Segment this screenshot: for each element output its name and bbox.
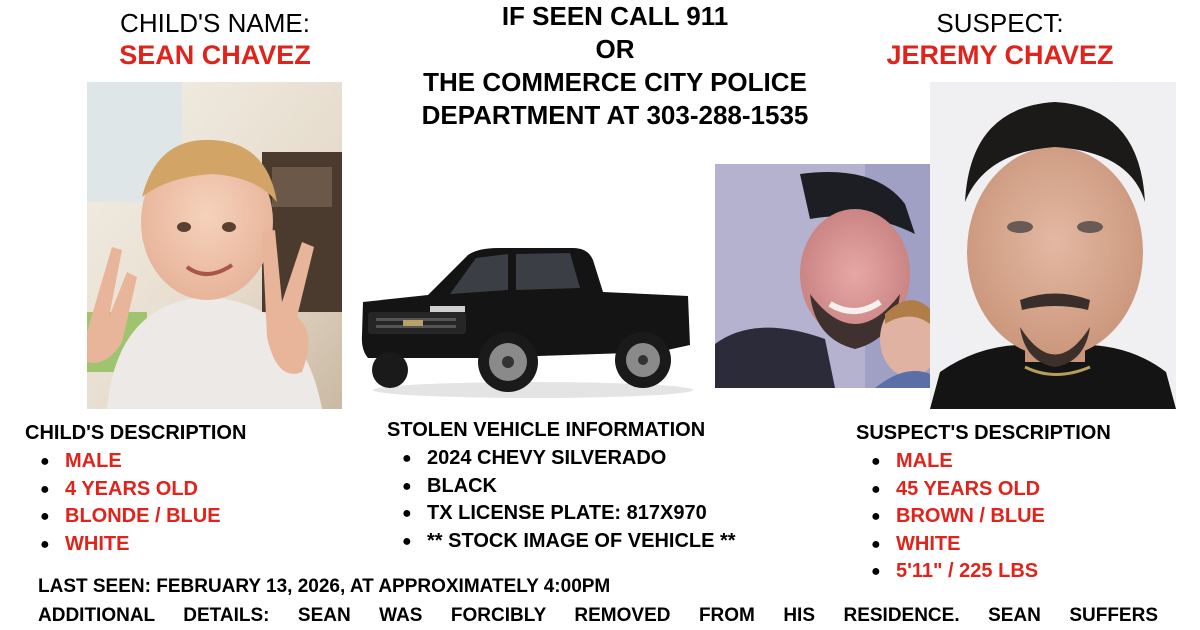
bullet-icon: ● bbox=[871, 453, 881, 470]
vehicle-info-section bbox=[387, 419, 736, 555]
bullet-icon: ● bbox=[402, 477, 412, 495]
bullet-icon: ● bbox=[40, 453, 50, 470]
child-description-section bbox=[25, 422, 246, 558]
child-photo bbox=[87, 82, 342, 409]
call-line-3: THE COMMERCE CITY POLICE bbox=[423, 67, 807, 97]
list-item: ● MALE bbox=[856, 448, 1111, 476]
bullet-icon: ● bbox=[871, 508, 881, 525]
suspect-label: SUSPECT: bbox=[936, 8, 1064, 38]
vehicle-photo bbox=[358, 240, 693, 400]
bullet-icon: ● bbox=[402, 505, 412, 522]
list-item: ● WHITE bbox=[25, 531, 246, 559]
list-item: ● BROWN / BLUE bbox=[856, 503, 1111, 531]
child-name: SEAN CHAVEZ bbox=[119, 40, 311, 70]
suspect-mugshot-photo bbox=[930, 82, 1176, 409]
bullet-icon: ● bbox=[402, 532, 412, 550]
last-seen-text: LAST SEEN: FEBRUARY 13, 2026, AT APPROXIMATELY 4:00PM bbox=[38, 576, 611, 597]
bullet-icon: ● bbox=[871, 563, 881, 580]
call-line-4: DEPARTMENT AT 303-288-1535 bbox=[421, 100, 809, 130]
list-item: ● 4 YEARS OLD bbox=[25, 476, 246, 504]
bullet-icon: ● bbox=[402, 450, 412, 467]
call-line-1: IF SEEN CALL 911 bbox=[501, 1, 729, 31]
child-description-title: CHILD'S DESCRIPTION bbox=[25, 422, 247, 444]
bullet-icon: ● bbox=[40, 535, 50, 553]
vehicle-info-list bbox=[387, 445, 736, 555]
list-item: ● BLACK bbox=[387, 473, 736, 501]
list-item: ● WHITE bbox=[856, 531, 1111, 559]
list-item: ● 2024 CHEVY SILVERADO bbox=[387, 445, 736, 473]
list-item: ● 45 YEARS OLD bbox=[856, 476, 1111, 504]
child-name-label: CHILD'S NAME: bbox=[120, 8, 310, 38]
bullet-icon: ● bbox=[871, 480, 881, 498]
list-item: ● 5'11" / 225 LBS bbox=[856, 558, 1111, 586]
bullet-icon: ● bbox=[40, 508, 50, 525]
suspect-name: JEREMY CHAVEZ bbox=[886, 40, 1114, 70]
vehicle-info-title: STOLEN VEHICLE INFORMATION bbox=[387, 419, 706, 441]
suspect-description-list bbox=[856, 448, 1111, 586]
suspect-selfie-photo bbox=[715, 164, 930, 388]
suspect-description-section bbox=[856, 422, 1111, 586]
list-item: ● MALE bbox=[25, 448, 246, 476]
list-item: ● BLONDE / BLUE bbox=[25, 503, 246, 531]
additional-details-text: ADDITIONAL DETAILS: SEAN WAS FORCIBLY REMOVED FROM HIS RESIDENCE. SEAN SUFFERS bbox=[38, 605, 1158, 626]
call-instructions bbox=[370, 0, 860, 132]
call-line-2: OR bbox=[595, 34, 635, 64]
bullet-icon: ● bbox=[871, 535, 881, 553]
list-item: ● TX LICENSE PLATE: 817X970 bbox=[387, 500, 736, 528]
suspect-description-title: SUSPECT'S DESCRIPTION bbox=[856, 422, 1111, 444]
child-description-list bbox=[25, 448, 246, 558]
bullet-icon: ● bbox=[40, 480, 50, 498]
list-item: ● ** STOCK IMAGE OF VEHICLE ** bbox=[387, 528, 736, 556]
